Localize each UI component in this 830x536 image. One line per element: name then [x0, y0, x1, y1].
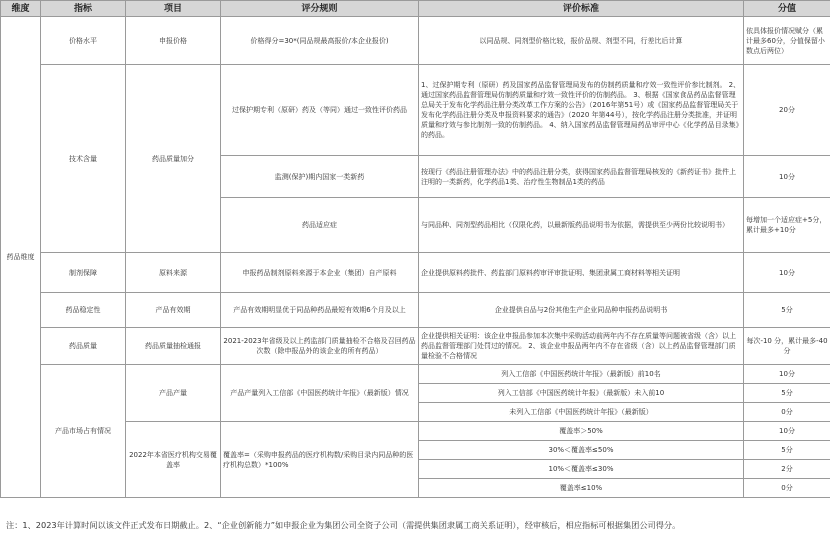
- standard-cell: 未列入工信部《中国医药统计年报》（最新版）: [419, 403, 744, 422]
- standard-cell: 列入工信部《中国医药统计年报》（最新版）未入前10: [419, 384, 744, 403]
- score-cell: 依具体报价情况赋分（累计最多60分，分值保留小数点后两位）: [744, 17, 830, 65]
- header-standard: 评价标准: [419, 1, 744, 17]
- indicator-cell: 价格水平: [41, 17, 126, 65]
- standard-cell: 10%＜覆盖率≤30%: [419, 460, 744, 479]
- rule-cell: 产品有效期明显优于同品种药品最短有效期6个月及以上: [221, 293, 419, 328]
- table-row: [1, 365, 830, 384]
- rule-cell: 价格得分=30*(同品规最高报价/本企业报价): [221, 17, 419, 65]
- table-row: [1, 328, 830, 365]
- indicator-cell: 技术含量: [41, 65, 126, 253]
- table-row: [1, 253, 830, 293]
- score-cell: 2分: [744, 460, 830, 479]
- indicator-cell: 产品市场占有情况: [41, 365, 126, 498]
- score-cell: 10分: [744, 253, 830, 293]
- header-score: 分值: [744, 1, 830, 17]
- score-cell: 20分: [744, 65, 830, 156]
- standard-cell: 按现行《药品注册管理办法》中的药品注册分类，获得国家药品监督管理局核发的《新药证书》批件上注明的一类新药，化学药品1类、治疗性生物制品1类的药品: [419, 156, 744, 198]
- item-cell: 产品有效期: [126, 293, 221, 328]
- score-cell: 10分: [744, 156, 830, 198]
- standard-cell: 企业提供相关证明：该企业申报品参加本次集中采购活动前两年内不存在质量等问题被省级（含）以上药品监督管理部门处罚过的情况。 2、该企业申报品两年内不存在省级（含）以上药品监督管理部门质量检验不合格情况: [419, 328, 744, 365]
- rule-cell: 申报药品制剂原料来源于本企业（集团）自产原料: [221, 253, 419, 293]
- table-row: [1, 17, 830, 65]
- table-row: [1, 422, 830, 441]
- table-row: [1, 65, 830, 156]
- score-cell: 0分: [744, 479, 830, 498]
- score-cell: 10分: [744, 365, 830, 384]
- score-cell: 5分: [744, 384, 830, 403]
- standard-cell: 以同品规、同剂型价格比较，报价品规、剂型不同，行差比后计算: [419, 17, 744, 65]
- indicator-cell: 药品稳定性: [41, 293, 126, 328]
- item-cell: 药品质量抽检通报: [126, 328, 221, 365]
- table-header-row: [1, 1, 830, 17]
- standard-cell: 企业提供原料药批件、药监部门原料药审评审批证明、集团隶属工商材料等相关证明: [419, 253, 744, 293]
- item-cell: 产品产量: [126, 365, 221, 422]
- score-cell: 每增加一个适应症+5分，累计最多+10分: [744, 198, 830, 253]
- item-cell: 原料来源: [126, 253, 221, 293]
- standard-cell: 与同品种、同剂型药品相比（仅限化药，以最新版药品说明书为依据，需提供至少两份比较说明书）: [419, 198, 744, 253]
- standard-cell: 企业提供自品与2份其他生产企业同品种申报药品说明书: [419, 293, 744, 328]
- standard-cell: 30%＜覆盖率≤50%: [419, 441, 744, 460]
- rule-cell: 2021-2023年省级及以上药监部门质量抽检不合格及召回药品次数（除申报品外的该企业的所有药品）: [221, 328, 419, 365]
- footnote: 注：1、2023年计算时间以该文件正式发布日期截止。2、“企业创新能力”如申报企业为集团公司全资子公司（需提供集团隶属工商关系证明），经审核后，相应指标可根据集团公司得分。: [6, 520, 681, 530]
- indicator-cell: 制剂保障: [41, 253, 126, 293]
- score-cell: 5分: [744, 441, 830, 460]
- item-cell: 申报价格: [126, 17, 221, 65]
- rule-cell: 覆盖率=（采购申报药品的医疗机构数/采购目录内同品种的医疗机构总数）*100%: [221, 422, 419, 498]
- rule-cell: 药品适应症: [221, 198, 419, 253]
- standard-cell: 1、过保护期专利（原研）药及国家药品监督管理局发布的仿制药质量和疗效一致性评价参比制剂。 2、通过国家药品监督管理局仿制药质量和疗效一致性评价的仿制药品。 3、根据《国家食品药品监督管理总局关于发布化学药品注册分类改革工作方案的公告》（2016年第51号）或《国家药品监督管理局关于发布化学药品注册分类及申报资料要求的通告》（2020 年第44号），按化学药品注册分类批准，并证明质量和疗效与参比制剂一致的仿制药品。 4、纳入国家药品监督管理局药品审评中心《化学药品目录集》的药品。: [419, 65, 744, 156]
- score-cell: 10分: [744, 422, 830, 441]
- rule-cell: 监测(保护)期内国家一类新药: [221, 156, 419, 198]
- header-item: 项目: [126, 1, 221, 17]
- rule-cell: 产品产量列入工信部《中国医药统计年报》（最新版）情况: [221, 365, 419, 422]
- header-dimension: 维度: [1, 1, 41, 17]
- rule-cell: 过保护期专利（原研）药及（等同）通过一致性评价药品: [221, 65, 419, 156]
- header-indicator: 指标: [41, 1, 126, 17]
- table-row: [1, 293, 830, 328]
- item-cell: 药品质量加分: [126, 65, 221, 253]
- score-cell: 5分: [744, 293, 830, 328]
- standard-cell: 覆盖率≤10%: [419, 479, 744, 498]
- score-cell: 每次-10 分，累计最多-40 分: [744, 328, 830, 365]
- standard-cell: 列入工信部《中国医药统计年报》（最新版）前10名: [419, 365, 744, 384]
- standard-cell: 覆盖率＞50%: [419, 422, 744, 441]
- dimension-cell: 药品维度: [1, 17, 41, 498]
- indicator-cell: 药品质量: [41, 328, 126, 365]
- score-cell: 0分: [744, 403, 830, 422]
- header-rule: 评分规则: [221, 1, 419, 17]
- item-cell: 2022年本省医疗机构交易覆盖率: [126, 422, 221, 498]
